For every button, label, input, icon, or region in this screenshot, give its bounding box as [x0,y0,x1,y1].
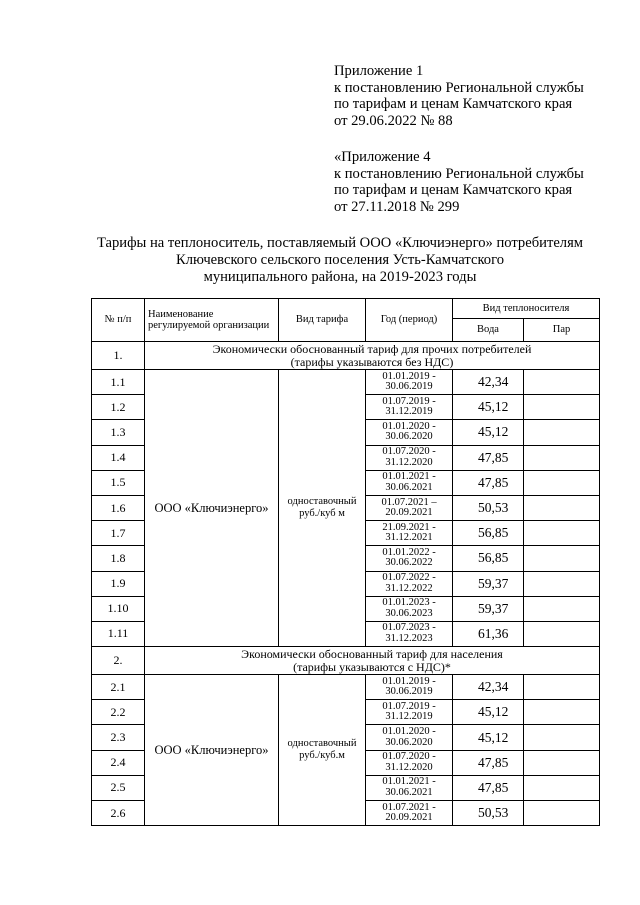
tariff-type-line: одноставочный [287,496,357,508]
period-cell [366,571,453,596]
period-end: 31.12.2022 [385,582,433,594]
period-start: 01.01.2021 - [382,471,436,483]
water-tariff-value: 56,85 [453,546,524,571]
water-tariff-value: 42,34 [453,675,524,700]
water-tariff-value: 61,36 [453,621,524,646]
row-number: 1.2 [92,395,145,420]
period-end: 31.12.2019 [385,711,433,723]
row-number: 1.10 [92,596,145,621]
row-number: 2.6 [92,801,145,826]
period-cell [366,495,453,520]
period-end: 30.06.2023 [385,607,433,619]
table-row [92,675,600,700]
appendix-line: по тарифам и ценам Камчатского края [334,96,573,113]
period-end: 30.06.2021 [385,786,433,798]
water-tariff-value: 59,37 [453,571,524,596]
section-number: 2. [92,647,145,675]
water-tariff-value: 50,53 [453,495,524,520]
water-tariff-value: 42,34 [453,370,524,395]
period-start: 01.07.2022 - [382,572,436,584]
water-tariff-value: 47,85 [453,750,524,775]
period-end: 20.09.2021 [385,507,433,519]
title-line: муниципального района, на 2019-2023 годы [203,268,477,285]
appendix-line: от 27.11.2018 № 299 [334,198,460,215]
steam-tariff-value [524,700,600,725]
water-tariff-value: 47,85 [453,470,524,495]
tariff-type-cell [279,370,366,647]
period-cell [366,700,453,725]
appendix-line: Приложение 1 [334,63,424,79]
period-cell [366,445,453,470]
steam-tariff-value [524,725,600,750]
tariff-type-cell [279,675,366,826]
appendix-line: к постановлению Региональной службы [334,165,584,182]
section-row [92,342,600,370]
appendix-4-block [334,149,630,215]
row-number: 2.2 [92,700,145,725]
period-end: 30.06.2019 [385,686,433,698]
header-period: Год (период) [366,299,453,342]
steam-tariff-value [524,546,600,571]
title-line: Ключевского сельского поселения Усть-Камчатского [175,251,505,268]
period-cell [366,395,453,420]
period-start: 01.07.2019 - [382,395,436,407]
row-number: 1.6 [92,495,145,520]
period-end: 31.12.2023 [385,632,433,644]
water-tariff-value: 45,12 [453,725,524,750]
period-cell [366,596,453,621]
section-title-line: (тарифы указываются с НДС)* [293,659,451,674]
period-end: 30.06.2020 [385,736,433,748]
title-line: Тарифы на теплоноситель, поставляемый ООО «Ключиэнерго» потребителям [96,235,584,251]
steam-tariff-value [524,445,600,470]
steam-tariff-value [524,775,600,800]
period-cell [366,750,453,775]
period-start: 01.01.2023 - [382,597,436,609]
period-cell [366,470,453,495]
row-number: 1.11 [92,621,145,646]
steam-tariff-value [524,521,600,546]
steam-tariff-value [524,370,600,395]
steam-tariff-value [524,750,600,775]
period-start: 01.07.2021 – [381,496,437,508]
period-start: 01.01.2021 - [382,776,436,788]
section-title-line: Экономически обоснованный тариф для населения [241,646,503,661]
row-number: 2.5 [92,775,145,800]
row-number: 2.3 [92,725,145,750]
steam-tariff-value [524,395,600,420]
period-end: 20.09.2021 [385,812,433,824]
water-tariff-value: 50,53 [453,801,524,826]
period-start: 01.07.2020 - [382,751,436,763]
period-end: 30.06.2022 [385,557,433,569]
steam-tariff-value [524,675,600,700]
steam-tariff-value [524,470,600,495]
row-number: 1.5 [92,470,145,495]
section-title-line: Экономически обоснованный тариф для прочих потребителей [212,341,532,356]
water-tariff-value: 47,85 [453,445,524,470]
period-end: 30.06.2020 [385,431,433,443]
header-water: Вода [453,319,524,342]
steam-tariff-value [524,621,600,646]
row-number: 1.4 [92,445,145,470]
header-org: Наименование регулируемой организации [145,299,279,342]
header-steam: Пар [524,319,600,342]
water-tariff-value: 45,12 [453,395,524,420]
appendix-line: «Приложение 4 [334,149,431,165]
steam-tariff-value [524,571,600,596]
period-end: 30.06.2021 [385,481,433,493]
period-start: 01.01.2022 - [382,546,436,558]
row-number: 1.7 [92,521,145,546]
appendix-line: от 29.06.2022 № 88 [334,112,453,129]
row-number: 1.3 [92,420,145,445]
appendix-line: к постановлению Региональной службы [334,79,584,96]
period-cell [366,725,453,750]
tariff-type-line: одноставочный [287,738,357,750]
section-title [145,342,600,370]
period-cell [366,546,453,571]
period-cell [366,621,453,646]
period-end: 31.12.2020 [385,456,433,468]
water-tariff-value: 59,37 [453,596,524,621]
tariff-table [91,298,600,826]
header-carrier: Вид теплоносителя [453,299,600,319]
document-title [70,235,610,285]
period-cell [366,521,453,546]
section-title [145,647,600,675]
period-start: 01.01.2020 - [382,420,436,432]
header-tariff: Вид тарифа [279,299,366,342]
period-end: 31.12.2021 [385,532,433,544]
steam-tariff-value [524,495,600,520]
steam-tariff-value [524,596,600,621]
water-tariff-value: 45,12 [453,420,524,445]
header-num: № п/п [92,299,145,342]
organization-cell: ООО «Ключиэнерго» [145,675,279,826]
appendix-1-block [334,63,630,129]
period-start: 01.07.2020 - [382,446,436,458]
row-number: 2.1 [92,675,145,700]
period-cell [366,420,453,445]
organization-cell: ООО «Ключиэнерго» [145,370,279,647]
period-cell [366,775,453,800]
tariff-unit-line: руб./куб.м [299,750,345,762]
table-row [92,370,600,395]
appendix-line: по тарифам и ценам Камчатского края [334,182,573,199]
period-cell [366,801,453,826]
water-tariff-value: 47,85 [453,775,524,800]
period-start: 01.01.2019 - [382,370,436,382]
water-tariff-value: 56,85 [453,521,524,546]
row-number: 1.9 [92,571,145,596]
period-end: 31.12.2019 [385,406,433,418]
section-row [92,647,600,675]
row-number: 2.4 [92,750,145,775]
section-number: 1. [92,342,145,370]
period-start: 01.01.2020 - [382,726,436,738]
period-start: 01.07.2021 - [382,801,436,813]
section-title-line: (тарифы указываются без НДС) [290,354,454,369]
period-cell [366,370,453,395]
row-number: 1.1 [92,370,145,395]
tariff-unit-line: руб./куб м [299,508,345,520]
period-start: 01.07.2019 - [382,700,436,712]
period-start: 01.07.2023 - [382,622,436,634]
period-start: 01.01.2019 - [382,675,436,687]
water-tariff-value: 45,12 [453,700,524,725]
period-end: 30.06.2019 [385,381,433,393]
row-number: 1.8 [92,546,145,571]
period-end: 31.12.2020 [385,761,433,773]
steam-tariff-value [524,420,600,445]
steam-tariff-value [524,801,600,826]
period-cell [366,675,453,700]
period-start: 21.09.2021 - [382,521,436,533]
